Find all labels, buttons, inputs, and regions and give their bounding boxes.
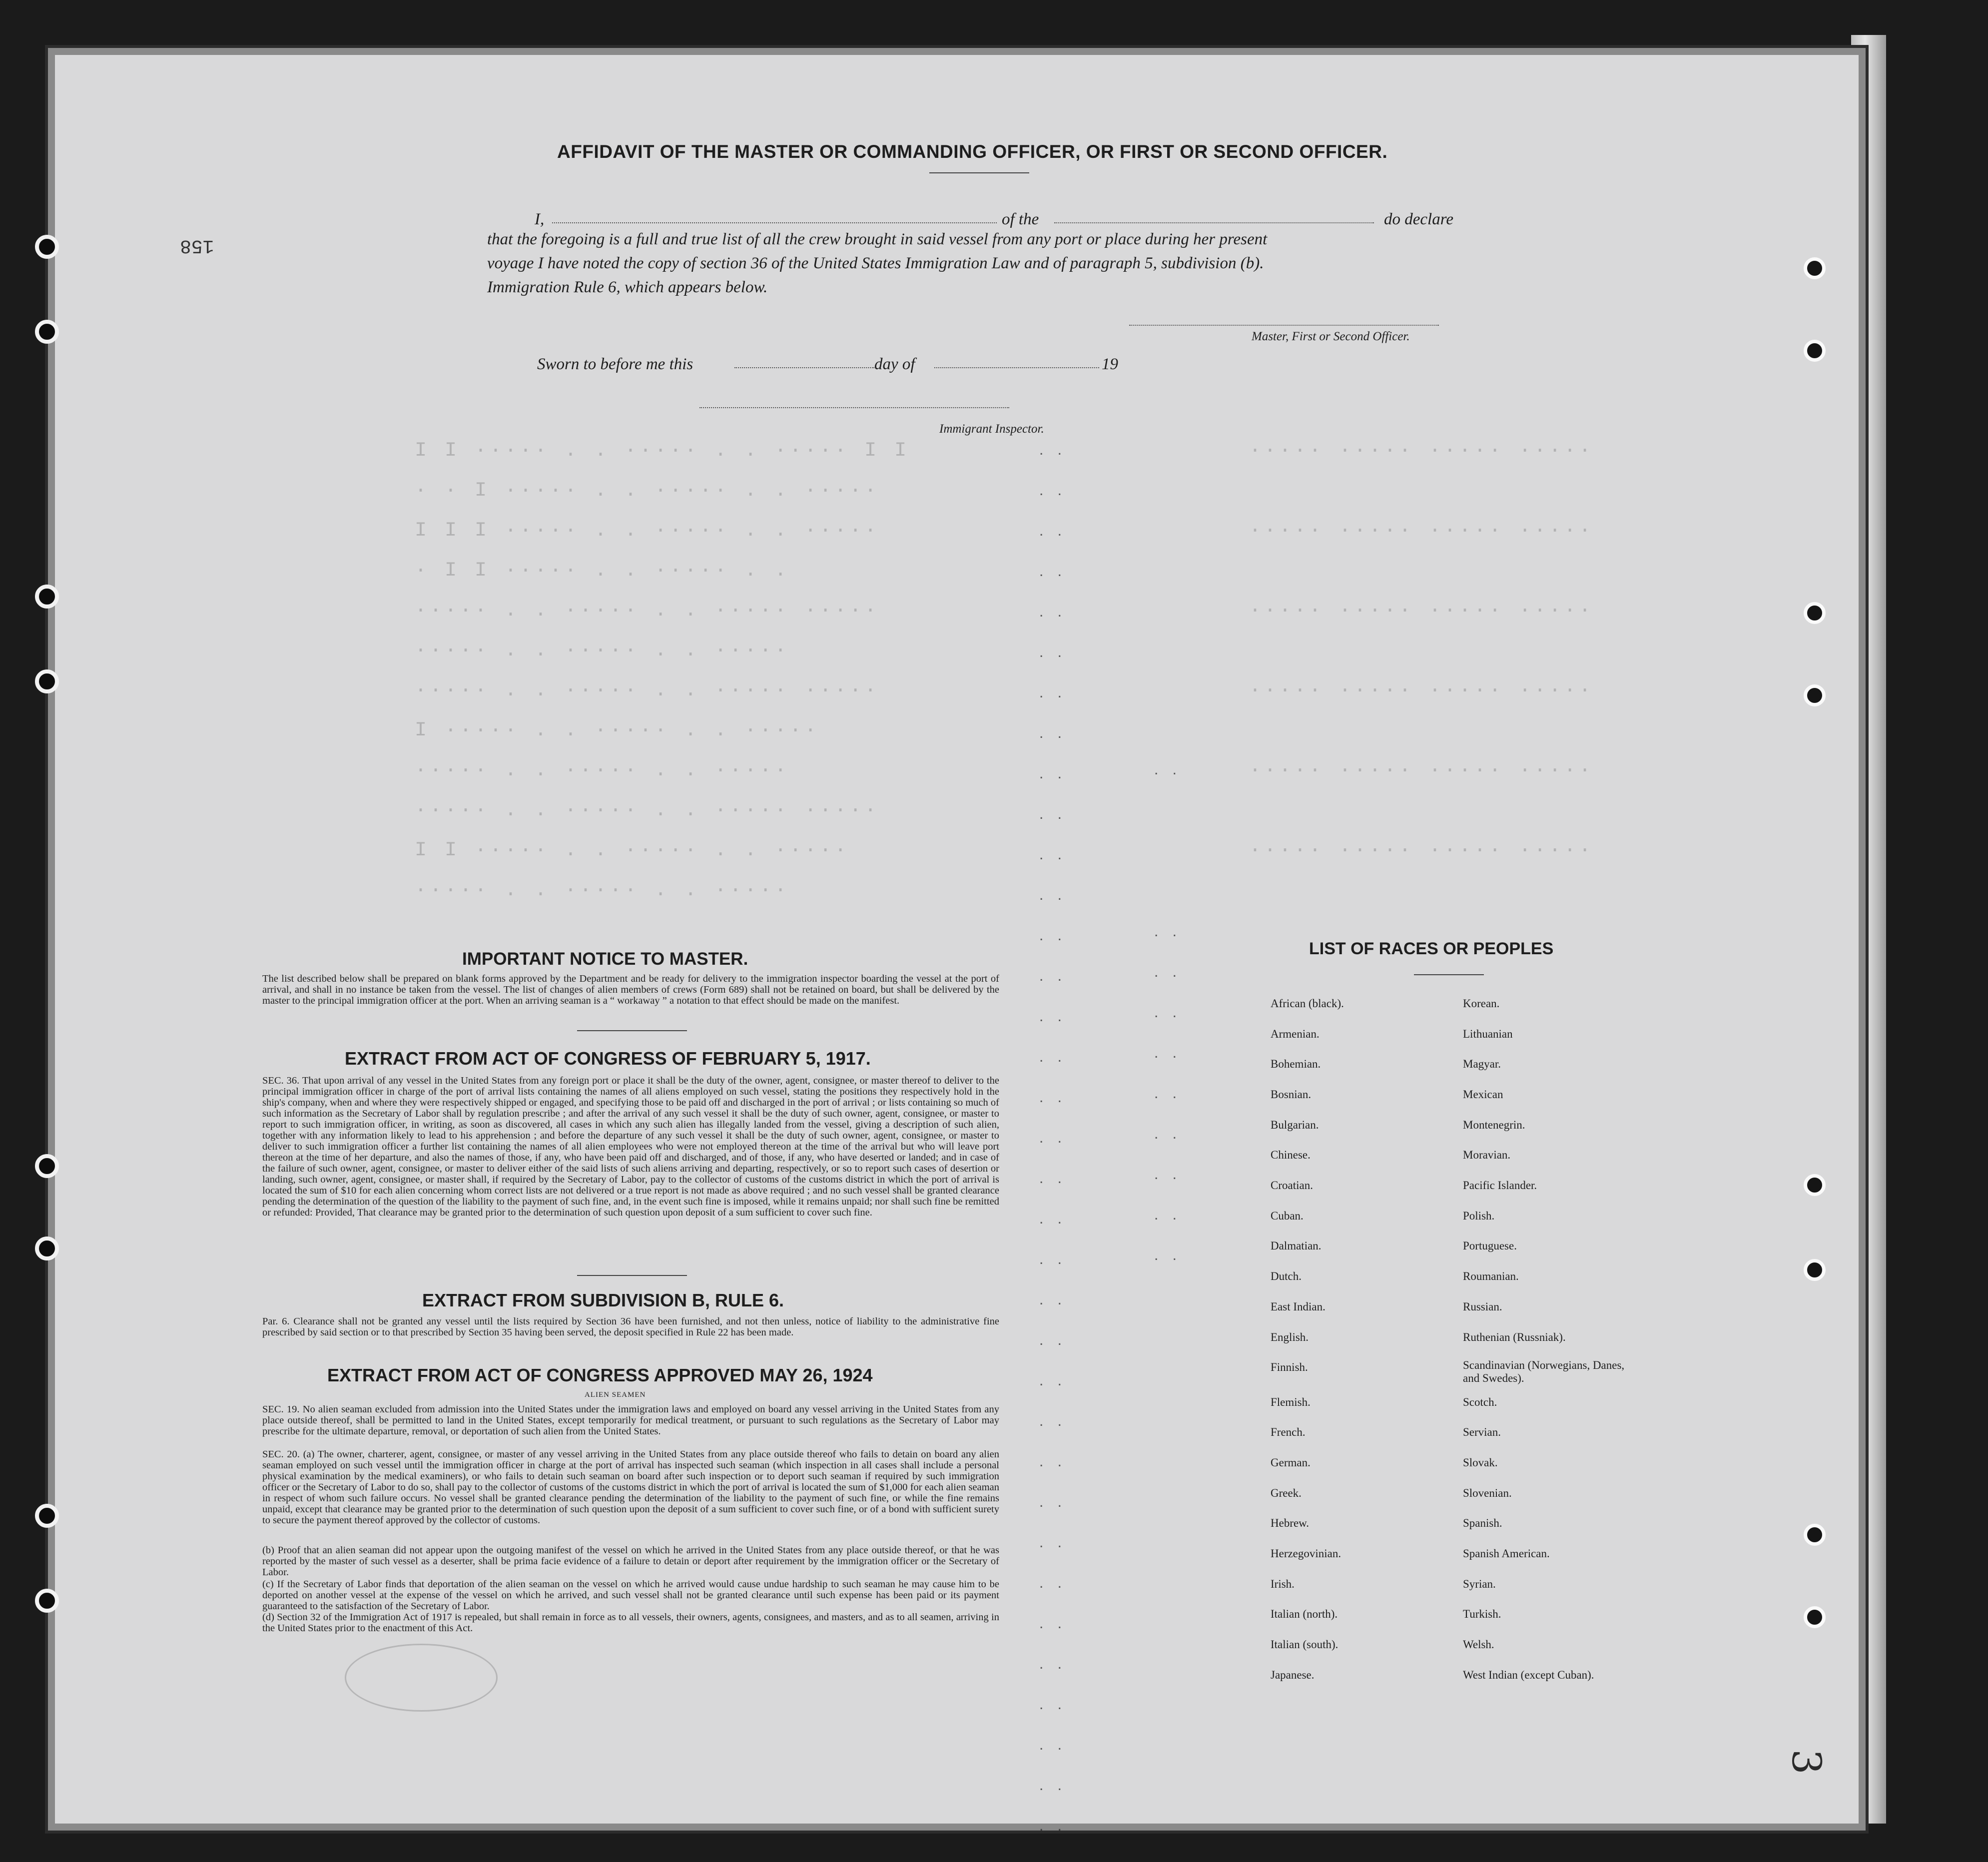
- race-item: Slovenian.: [1463, 1487, 1512, 1499]
- race-item: Pacific Islander.: [1463, 1179, 1537, 1192]
- dotted-column-marks: . . . . . . . . . . . . . . . . . . . .: [1154, 761, 1182, 1263]
- year-prefix: 19: [1102, 355, 1118, 373]
- race-item: East Indian.: [1271, 1300, 1325, 1313]
- extract-rule6-title: EXTRACT FROM SUBDIVISION B, RULE 6.: [422, 1290, 784, 1310]
- race-item: Flemish.: [1271, 1396, 1311, 1408]
- race-item: Korean.: [1463, 997, 1500, 1010]
- title-divider: [929, 172, 1029, 173]
- punch-hole: [1804, 1174, 1826, 1196]
- race-item: Herzegovinian.: [1271, 1547, 1341, 1560]
- bleed-through-row: · I I ····· . . ····· . .: [415, 560, 790, 582]
- extract-1924-title: EXTRACT FROM ACT OF CONGRESS APPROVED MAY 26, 1924: [327, 1365, 873, 1385]
- inspector-signature-line: [699, 407, 1009, 408]
- declaration-line-2: that the foregoing is a full and true list of all the crew brought in said vessel from any port or place during her present: [487, 230, 1268, 248]
- punch-hole: [35, 320, 59, 344]
- affiant-name-line: [552, 222, 997, 223]
- punch-hole: [1804, 684, 1826, 706]
- section-divider: [577, 1030, 687, 1031]
- race-item: Italian (north).: [1271, 1608, 1338, 1620]
- race-item: English.: [1271, 1331, 1309, 1343]
- punch-hole: [35, 1589, 59, 1613]
- notice-title: IMPORTANT NOTICE TO MASTER.: [462, 949, 748, 969]
- bleed-through-row: ····· ····· ····· ·····: [1249, 679, 1594, 702]
- race-item: German.: [1271, 1456, 1311, 1469]
- race-item: Chinese.: [1271, 1149, 1311, 1161]
- bleed-through-row: I ····· . . ····· . . ·····: [415, 719, 820, 742]
- affidavit-title: AFFIDAVIT OF THE MASTER OR COMMANDING OFFICER, OR FIRST OR SECOND OFFICER.: [557, 141, 1388, 162]
- of-the-label: of the: [1002, 210, 1039, 228]
- race-item: Scotch.: [1463, 1396, 1497, 1408]
- punch-hole: [35, 1504, 59, 1528]
- race-item: African (black).: [1271, 997, 1344, 1010]
- faded-stamp: [345, 1644, 498, 1712]
- race-item: Dutch.: [1271, 1270, 1302, 1282]
- bleed-through-row: I I ····· . . ····· . . ·····: [415, 839, 850, 862]
- race-item: Welsh.: [1463, 1638, 1494, 1651]
- race-item: Hebrew.: [1271, 1517, 1310, 1529]
- extract-1917-title: EXTRACT FROM ACT OF CONGRESS OF FEBRUARY 5, 1917.: [345, 1048, 871, 1069]
- master-signature-line: [1129, 325, 1439, 326]
- extract-1924-sec20b: (b) Proof that an alien seaman did not appear upon the outgoing manifest of the vessel on which he arrived in the United States from any place outside thereof, or that he was reported by the master of such vessel as a deserter, shall be prima facie evidence of a failure to detain or deport after requirement by the immigration officer or the Secretary of Labor.: [262, 1545, 999, 1578]
- race-item: Roumanian.: [1463, 1270, 1519, 1282]
- race-item: Ruthenian (Russniak).: [1463, 1331, 1566, 1343]
- punch-hole: [1804, 1259, 1826, 1281]
- declaration-line-3: voyage I have noted the copy of section 36 of the United States Immigration Law and of paragraph 5, subdivision (b).: [487, 254, 1264, 272]
- extract-1924-sec20c: (c) If the Secretary of Labor finds that deportation of the alien seaman on the vessel on which he arrived would cause undue hardship to such seaman he may cause him to be deported on another vessel at the expense of the vessel on which he arrived, and such vessel shall not be granted clearance until such expense has been paid or its payment guaranteed to the satisfaction of the Secretary of Labor.: [262, 1579, 999, 1612]
- race-item: Italian (south).: [1271, 1638, 1338, 1651]
- punch-hole: [35, 585, 59, 609]
- race-item: Croatian.: [1271, 1179, 1313, 1192]
- race-item: Japanese.: [1271, 1669, 1315, 1681]
- race-item: Bohemian.: [1271, 1058, 1321, 1070]
- extract-1924-sec20d: (d) Section 32 of the Immigration Act of 1917 is repealed, but shall remain in force as to all vessels, their owners, agents, consignees, and masters, and as to all seamen, arriving in the United States prior to the enactment of this Act.: [262, 1612, 999, 1634]
- bleed-through-row: ····· ····· ····· ·····: [1249, 520, 1594, 542]
- race-item: Russian.: [1463, 1300, 1502, 1313]
- race-item: Moravian.: [1463, 1149, 1511, 1161]
- extract-1917-body: SEC. 36. That upon arrival of any vessel in the United States from any foreign port or place it shall be the duty of the owner, agent, consignee, or master thereof to deliver to the principal immigration officer in charge of the port of arrival lists containing the names of all aliens employed on such vessel, stating the positions they respectively hold in the ship's company, when and where they were respectively shipped or engaged, and specifying those to be paid off and discharged in the port of arrival ; or lists containing so much of such information as the Secretary of Labor shall by regulation prescribe ; and after the arrival of any such vessel it shall be the duty of such owner, agent, consignee, or master to report to such immigration officer, in writing, as soon as discovered, all cases in which any such alien has illegally landed from the vessel, giving a description of such alien, together with any information likely to lead to his apprehension ; and before the departure of any such vessel it shall be the duty of such owner, agent, consignee, or master to deliver to such immigration officer a further list containing the names of all alien employees who were not employed thereon at the time of the arrival but who will leave port thereon at the time of her departure, and also the names of those, if any, who have been paid off and discharged, and of those, if any, who have deserted or landed; and in case of the failure of such owner, agent, consignee, or master to deliver either of the said lists of such aliens arriving and departing, respectively, or so to report such cases of desertion or landing, such owner, agent, consignee, or master shall, if required by the Secretary of Labor, pay to the collector of customs of the customs district in which the port of arrival is located the sum of $10 for each alien concerning whom correct lists are not delivered or a true report is not made as above required ; and no such vessel shall be granted clearance pending the determination of the question of the liability to the payment of such fine, and, in the event such fine is imposed, while it remains unpaid; nor shall such fine be remitted or refunded: Provided, That clearance may be granted prior to the determination of such question upon deposit of a sum sufficient to cover such fine.: [262, 1075, 999, 1218]
- sworn-month-line: [934, 367, 1099, 368]
- extract-1924-subtitle: ALIEN SEAMEN: [585, 1391, 646, 1399]
- race-item: Dalmatian.: [1271, 1240, 1322, 1252]
- bleed-through-row: ····· ····· ····· ·····: [1249, 839, 1594, 862]
- master-signature-label: Master, First or Second Officer.: [1252, 330, 1410, 343]
- race-item: Turkish.: [1463, 1608, 1501, 1620]
- notice-body: The list described below shall be prepared on blank forms approved by the Department and be ready for delivery to the immigration inspector boarding the vessel at the port of arrival, and shall in no instance be taken from the vessel. The list of changes of alien members of crews (Form 689) shall not be retained on board, but shall be delivered by the master to the principal immigration officer at the port. When an arriving seaman is a “ workaway ” a notation to that effect should be made on the manifest.: [262, 973, 999, 1006]
- race-item: West Indian (except Cuban).: [1463, 1669, 1594, 1681]
- bleed-through-row: · · I ····· . . ····· . . ·····: [415, 480, 880, 502]
- race-item: Spanish American.: [1463, 1547, 1550, 1560]
- race-item: Lithuanian: [1463, 1028, 1513, 1040]
- bleed-through-row: ····· ····· ····· ·····: [1249, 759, 1594, 782]
- bleed-through-row: ····· . . ····· . . ·····: [415, 639, 790, 662]
- race-item: Servian.: [1463, 1426, 1501, 1438]
- race-item: French.: [1271, 1426, 1306, 1438]
- bleed-through-row: ····· . . ····· . . ·····: [415, 879, 790, 902]
- race-item: Armenian.: [1271, 1028, 1320, 1040]
- race-item: Cuban.: [1271, 1210, 1304, 1222]
- handwritten-page-number: 3: [1783, 1749, 1830, 1775]
- race-item: Scandinavian (Norwegians, Danes, and Swedes).: [1463, 1359, 1625, 1384]
- extract-rule6-body: Par. 6. Clearance shall not be granted any vessel until the lists required by Section 36 have been furnished, and not then unless, notice of liability to the administrative fine prescribed by said section or to that prescribed by Section 35 having been served, the deposit specified in Rule 22 has been made.: [262, 1316, 999, 1338]
- bleed-through-row: ····· . . ····· . . ····· ·····: [415, 600, 880, 622]
- section-divider: [577, 1275, 687, 1276]
- races-title: LIST OF RACES OR PEOPLES: [1309, 939, 1554, 958]
- race-item: Finnish.: [1271, 1361, 1308, 1373]
- race-item: Magyar.: [1463, 1058, 1501, 1070]
- declaration-line-4: Immigration Rule 6, which appears below.: [487, 278, 768, 296]
- race-item: Greek.: [1271, 1487, 1302, 1499]
- sworn-day-line: [734, 367, 874, 368]
- bleed-through-row: ····· ····· ····· ·····: [1249, 600, 1594, 622]
- race-item: Bulgarian.: [1271, 1119, 1319, 1131]
- race-item: Montenegrin.: [1463, 1119, 1525, 1131]
- punch-hole: [35, 1237, 59, 1260]
- bleed-through-row: ····· . . ····· . . ·····: [415, 759, 790, 782]
- race-item: Polish.: [1463, 1210, 1495, 1222]
- race-item: Bosnian.: [1271, 1088, 1312, 1101]
- race-item: Slovak.: [1463, 1456, 1498, 1469]
- handwritten-margin-number: 158: [180, 235, 214, 256]
- inspector-label: Immigrant Inspector.: [939, 422, 1044, 436]
- race-item: Mexican: [1463, 1088, 1503, 1101]
- do-declare-label: do declare: [1384, 210, 1453, 228]
- races-divider: [1414, 974, 1484, 975]
- vessel-name-line: [1054, 222, 1374, 223]
- day-of-label: day of: [874, 355, 915, 373]
- punch-hole: [1804, 340, 1826, 362]
- dotted-column-marks: . . . . . . . . . . . . . . . . . . . . . . . . . . . . . . . . . . . . . . . . . . . . . . . . . . . . . . . . . . . . . . . . . . . . . .: [1039, 442, 1067, 1834]
- punch-hole: [1804, 1606, 1826, 1628]
- punch-hole: [1804, 1524, 1826, 1546]
- bleed-through-row: ····· ····· ····· ·····: [1249, 440, 1594, 462]
- bleed-through-row: I I ····· . . ····· . . ····· I I: [415, 440, 910, 462]
- punch-hole: [35, 1154, 59, 1178]
- bleed-through-row: ····· . . ····· . . ····· ·····: [415, 799, 880, 822]
- sworn-label: Sworn to before me this: [537, 355, 693, 373]
- race-item: Portuguese.: [1463, 1240, 1517, 1252]
- punch-hole: [35, 235, 59, 259]
- race-item: Irish.: [1271, 1578, 1295, 1590]
- punch-hole: [35, 669, 59, 693]
- bleed-through-row: ····· . . ····· . . ····· ·····: [415, 679, 880, 702]
- bleed-through-row: I I I ····· . . ····· . . ·····: [415, 520, 880, 542]
- extract-1924-sec19: SEC. 19. No alien seaman excluded from admission into the United States under the immigration laws and employed on board any vessel arriving in the United States from any place outside thereof, shall be permitted to land in the United States, except temporarily for medical treatment, or pursuant to such regulations as the Secretary of Labor may prescribe for the ultimate departure, removal, or deportation of such alien from the United States.: [262, 1404, 999, 1437]
- race-item: Syrian.: [1463, 1578, 1496, 1590]
- punch-hole: [1804, 602, 1826, 624]
- race-item: Spanish.: [1463, 1517, 1502, 1529]
- punch-hole: [1804, 257, 1826, 279]
- affiant-name-label: I,: [535, 210, 545, 228]
- extract-1924-sec20a: SEC. 20. (a) The owner, charterer, agent, consignee, or master of any vessel arriving in the United States from any place outside thereof who fails to detain on board any alien seaman employed on such vessel until the immigration officer in charge at the port of arrival has inspected such seaman (which inspection in all cases shall include a personal physical examination by the medical examiners), or who fails to detain such seaman on board after such inspection or to deport such seaman if required by such immigration officer or the Secretary of Labor to do so, shall pay to the collector of customs of the customs district in which the port of arrival is located the sum of $1,000 for each alien seaman in respect of whom such failure occurs. No vessel shall be granted clearance pending the determination of the liability to the payment of such fine, or while the fine remains unpaid, except that clearance may be granted prior to the determination of such question upon the deposit of a sum sufficient to cover such fine, or of a bond with sufficient surety to secure the payment thereof approved by the collector of customs.: [262, 1449, 999, 1526]
